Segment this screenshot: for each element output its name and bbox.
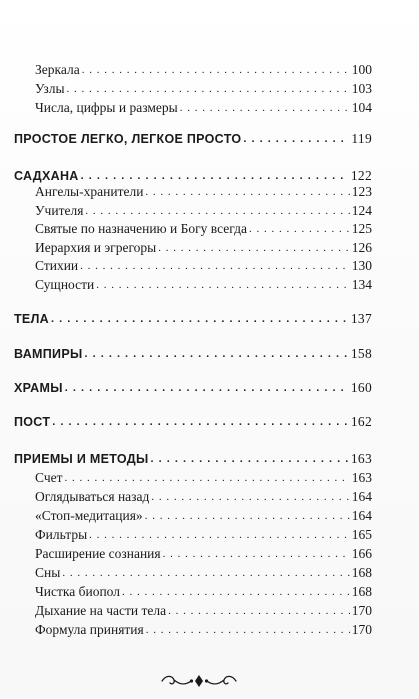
leader-dots bbox=[81, 170, 349, 182]
decorative-flourish-icon bbox=[158, 672, 240, 690]
toc-entry-page: 103 bbox=[351, 81, 372, 96]
leader-dots bbox=[249, 223, 350, 235]
toc-entry bbox=[35, 603, 372, 621]
leader-dots bbox=[89, 529, 350, 541]
leader-dots bbox=[85, 348, 349, 360]
leader-dots bbox=[158, 242, 350, 254]
toc-section bbox=[14, 311, 372, 329]
leader-dots bbox=[80, 260, 350, 272]
toc-entry bbox=[35, 221, 372, 239]
toc-section-title: ТЕЛА bbox=[14, 312, 49, 326]
leader-dots bbox=[146, 624, 350, 636]
toc-entry-title: Ангелы-хранители bbox=[35, 184, 144, 199]
toc-entry-page: 168 bbox=[351, 584, 372, 599]
toc-entry-page: 123 bbox=[351, 184, 372, 199]
toc-entry bbox=[35, 622, 372, 640]
toc-entry bbox=[35, 584, 372, 602]
toc-section-page: 137 bbox=[350, 311, 372, 326]
toc-entry-title: Узлы bbox=[35, 81, 65, 96]
toc-section bbox=[14, 451, 372, 469]
toc-section-page: 158 bbox=[350, 346, 372, 361]
toc-section-title: ВАМПИРЫ bbox=[14, 347, 83, 361]
leader-dots bbox=[82, 64, 350, 76]
toc-entry-title: Сны bbox=[35, 565, 61, 580]
toc-entry bbox=[35, 240, 372, 258]
toc-entry-title: Счет bbox=[35, 470, 63, 485]
toc-entry-title: Формула принятия bbox=[35, 622, 144, 637]
toc-entry-page: 165 bbox=[351, 527, 372, 542]
toc-entry bbox=[35, 489, 372, 507]
toc-entry-title: «Стоп-медитация» bbox=[35, 508, 143, 523]
leader-dots bbox=[67, 83, 350, 95]
toc-entry bbox=[35, 81, 372, 99]
leader-dots bbox=[85, 205, 349, 217]
toc-entry-page: 163 bbox=[351, 470, 372, 485]
toc-entry-title: Святые по назначению и Богу всегда bbox=[35, 221, 247, 236]
toc-entry-page: 170 bbox=[351, 603, 372, 618]
toc-entry-title: Чистка биопол bbox=[35, 584, 120, 599]
leader-dots bbox=[163, 548, 350, 560]
leader-dots bbox=[151, 491, 349, 503]
toc-entry bbox=[35, 203, 372, 221]
toc-section-title: ПОСТ bbox=[14, 415, 51, 429]
toc-section bbox=[14, 414, 372, 432]
toc-entry-title: Оглядываться назад bbox=[35, 489, 150, 504]
toc-section-page: 122 bbox=[350, 168, 372, 183]
leader-dots bbox=[168, 605, 350, 617]
toc-entry-page: 164 bbox=[351, 508, 372, 523]
toc-section bbox=[14, 131, 372, 149]
toc-entry bbox=[35, 100, 372, 118]
leader-dots bbox=[65, 382, 349, 394]
toc-entry-title: Учителя bbox=[35, 203, 84, 218]
toc-entry-page: 100 bbox=[351, 62, 372, 77]
toc-entry-page: 130 bbox=[351, 258, 372, 273]
toc-section-title: ХРАМЫ bbox=[14, 381, 63, 395]
leader-dots bbox=[65, 472, 350, 484]
toc-entry bbox=[35, 184, 372, 202]
toc-entry bbox=[35, 527, 372, 545]
toc-entry-title: Иерархия и эгрегоры bbox=[35, 240, 157, 255]
leader-dots bbox=[145, 510, 350, 522]
toc-entry-page: 166 bbox=[351, 546, 372, 561]
toc-section-page: 119 bbox=[351, 131, 372, 146]
toc-section-title: ПРОСТОЕ ЛЕГКО, ЛЕГКОЕ ПРОСТО bbox=[14, 132, 242, 146]
toc-section-title: ПРИЕМЫ И МЕТОДЫ bbox=[14, 452, 149, 466]
toc-section-title: САДХАНА bbox=[14, 169, 79, 183]
toc-entry-page: 164 bbox=[351, 489, 372, 504]
toc-entry-page: 124 bbox=[351, 203, 372, 218]
toc-entry-page: 125 bbox=[351, 221, 372, 236]
toc-section-page: 160 bbox=[350, 380, 372, 395]
leader-dots bbox=[122, 586, 350, 598]
toc-entry-page: 168 bbox=[351, 565, 372, 580]
toc-section-page: 162 bbox=[350, 414, 372, 429]
toc-entry bbox=[35, 470, 372, 488]
leader-dots bbox=[180, 102, 350, 114]
toc-entry-page: 104 bbox=[351, 100, 372, 115]
toc-entry-title: Числа, цифры и размеры bbox=[35, 100, 178, 115]
leader-dots bbox=[151, 453, 349, 465]
toc-section bbox=[14, 380, 372, 398]
toc-entry-title: Зеркала bbox=[35, 62, 80, 77]
toc-entry-title: Дыхание на части тела bbox=[35, 603, 167, 618]
toc-entry-page: 126 bbox=[351, 240, 372, 255]
toc-entry-page: 134 bbox=[351, 277, 372, 292]
leader-dots bbox=[96, 279, 350, 291]
leader-dots bbox=[145, 186, 349, 198]
toc-section-page: 163 bbox=[350, 451, 372, 466]
toc-entry-title: Фильтры bbox=[35, 527, 88, 542]
toc-entry bbox=[35, 508, 372, 526]
leader-dots bbox=[243, 133, 349, 145]
toc-entry-page: 170 bbox=[351, 622, 372, 637]
leader-dots bbox=[51, 313, 349, 325]
toc-entry bbox=[35, 565, 372, 583]
toc-entry bbox=[35, 258, 372, 276]
toc-entry bbox=[35, 277, 372, 295]
leader-dots bbox=[62, 567, 349, 579]
toc-section bbox=[14, 346, 372, 364]
toc-entry-title: Сущности bbox=[35, 277, 95, 292]
toc-entry-title: Расширение сознания bbox=[35, 546, 161, 561]
toc-entry bbox=[35, 62, 372, 80]
toc-entry bbox=[35, 546, 372, 564]
leader-dots bbox=[52, 416, 349, 428]
toc-entry-title: Стихии bbox=[35, 258, 79, 273]
